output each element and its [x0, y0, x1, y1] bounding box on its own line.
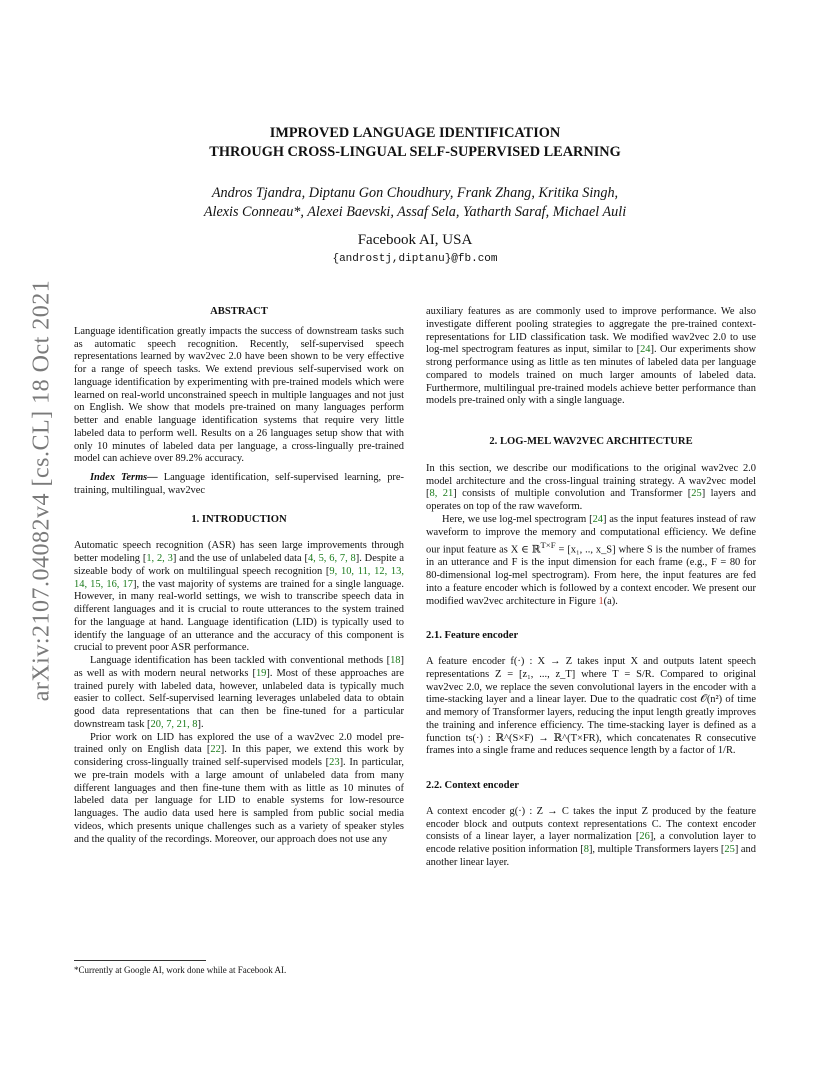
citation-link[interactable]: 18 [390, 655, 401, 666]
paper-header [74, 124, 756, 265]
citation-link[interactable]: 1, 2, 3 [146, 553, 173, 564]
text-run: ]. Despite a sizeable body of work on multilingual speech recognition [ [74, 553, 405, 577]
index-terms-label: Index Terms— [90, 472, 158, 483]
text-run: ] consists of multiple convolution and Transformer [ [453, 488, 692, 500]
footnote-divider [74, 960, 206, 961]
index-terms [74, 472, 404, 498]
subsection-2-1-heading: 2.1. Feature encoder [426, 630, 519, 642]
citation-link[interactable]: 25 [724, 844, 735, 856]
right-column [426, 306, 756, 870]
title-line-2: THROUGH CROSS-LINGUAL SELF-SUPERVISED LEARNING [209, 143, 621, 160]
citation-link[interactable]: 4, 5, 6, 7, 8 [307, 553, 356, 564]
section-2-heading: 2. LOG-MEL WAV2VEC ARCHITECTURE [489, 436, 693, 447]
text-run: ]. Our experiments show strong performance using as little as ten minutes of labeled data per language compared to models trained on much larger amounts of labeled data. Furthermore, multilingual pre-trained models achieve better performance than models pre-trained only with a single language. [426, 344, 756, 407]
text-run: ] and the use of unlabeled data [ [172, 553, 308, 564]
intro-paragraph-1 [74, 540, 404, 655]
text-run: ]. [197, 718, 204, 730]
text-run: ]. Most of these approaches are trained purely with labeled data, however, unlabeled data is typically much easier to collect. Self-supervised learning leverages unlabeled data to obtain good data representations that can then be fine-tuned for a particular downstream task [ [74, 667, 404, 730]
affiliation: Facebook AI, USA [357, 232, 473, 248]
citation-link[interactable]: 22 [210, 744, 221, 756]
section-2-paragraph-1 [426, 463, 756, 514]
section-2-paragraph-2 [426, 514, 756, 609]
citation-link[interactable]: 8 [583, 844, 589, 856]
text-run: ] layers and operates on top of the raw waveform. [426, 488, 757, 512]
author-email: {androstj,diptanu}@fb.com [332, 253, 498, 265]
text-run: ], a convolution layer to encode relative position information [ [426, 831, 756, 856]
text-run: Automatic speech recognition (ASR) has seen large improvements through better modeling [ [74, 540, 404, 564]
paper-title [74, 124, 756, 161]
arxiv-identifier: arXiv:2107.04082v4 [cs.CL] 18 Oct 2021 [28, 279, 55, 701]
intro-paragraph-2 [74, 655, 404, 732]
footnote: *Currently at Google AI, work done while at Facebook AI. [74, 965, 287, 975]
citation-link[interactable]: 20, 7, 21, 8 [150, 718, 198, 730]
citation-link[interactable]: 19 [255, 667, 267, 679]
text-run: ], the vast majority of systems are trained for a single language. However, in many real-world settings, we wish to transcribe speech data in different languages and it is crucial to route utterances to the system trained for the language at hand. Language identification (LID) is typically used to identify the language of an utterance and the accuracy of this component is crucial to prevent poor ASR performance. [74, 578, 404, 654]
text-run: ] as the input features instead of raw waveform to improve the memory and computational efficiency. We define our input feature as X ∈ ℝ [426, 513, 756, 556]
text-run: ] and another linear layer. [426, 844, 756, 868]
citation-link[interactable]: 23 [329, 757, 340, 768]
index-terms-text: Language identification, self-supervised learning, pre-training, multilingual, wav2vec [74, 472, 404, 496]
abstract-text: Language identification greatly impacts the success of downstream tasks such as automatic speech recognition. Recently, self-supervised speech representations learned by wav2vec 2.0 have been shown to be very effective for a range of speech tasks. We extend previous self-supervised work on language identification by experimenting with pre-trained models which were learned on real-world unconstrained speech in multiple languages and not just on English. We show that models pre-trained on many languages perform better and enable language identification systems that require very little labeled data to perform well. Results on a 26 languages setup show that with only 10 minutes of labeled data per language, a cross-lingually pre-trained model can achieve over 89.2% accuracy. [74, 325, 404, 465]
text-run: ], multiple Transformers layers [ [588, 844, 725, 856]
author-list [74, 184, 756, 221]
text-run: Here, we use log-mel spectrogram [ [442, 513, 593, 525]
citation-link[interactable]: 25 [691, 488, 702, 500]
text-run: (a). [603, 595, 618, 607]
subsection-2-2-text [426, 806, 756, 870]
authors-line-1: Andros Tjandra, Diptanu Gon Choudhury, Frank Zhang, Kritika Singh, [211, 185, 619, 201]
intro-continuation [426, 306, 756, 408]
citation-link[interactable]: 8, 21 [429, 488, 454, 500]
figure-link[interactable]: 1 [598, 595, 604, 607]
text-run: auxiliary features as are commonly used to improve performance. We also investigate different pooling strategies to aggregate the pre-trained context-representations for LID classification task. We modified wav2vec 2.0 to use log-mel spectrogram features as input, similar to [ [426, 306, 756, 356]
intro-paragraph-3 [74, 732, 404, 847]
text-run: Language identification has been tackled with conventional methods [ [90, 655, 391, 666]
text-run: ]. In particular, we pre-train models with a large amount of unlabeled data from many different languages and then fine-tune them with as little as 10 minutes of labeled data per language for LID to enable systems for low-resource languages. The audio data used here is sampled from public social media videos, which presents unique challenges such as a variety of speaker styles and the quality of the recordings. Moreover, our approach does not use any [74, 757, 404, 845]
subsection-2-1-text: A feature encoder f(·) : X → Z takes input X and outputs latent speech representations Z = [z₁, ..., z_T] where T = S/R. Compared to original wav2vec 2.0, we replace the seven convolutional layers in the encoder with a time-stacking layer and a linear layer. Due to the quadratic cost 𝒪(n²) of time and memory of Transformer layers, reducing the input length greatly improves the training and inference efficiency. The time-stacking layer is defined as a function ts(·) : ℝ^(S×F) → ℝ^(T×FR), which concatenates R consecutive frames into a single frame and reduces sequence length by a factor of 1/R. [426, 656, 756, 757]
text-run: = [x₁, .., x_S] where S is the number of frames in an utterance and F is the input dimension for each frame (e.g., F = 80 for 80-dimensional log-mel spectrogram). From here, the input features are fed into a feature encoder which is followed by a context encoder. We present our modified wav2vec architecture in Figure [426, 544, 756, 607]
text-run: Prior work on LID has explored the use of a wav2vec 2.0 model pre-trained only on English data [ [74, 731, 404, 756]
authors-line-2: Alexis Conneau*, Alexei Baevski, Assaf Sela, Yatharth Saraf, Michael Auli [203, 203, 627, 220]
citation-link[interactable]: 24 [592, 513, 603, 525]
text-run: ]. In this paper, we extend this work by considering cross-lingually trained self-supervised models [ [74, 744, 404, 768]
citation-link[interactable]: 9, 10, 11, 12, 13, 14, 15, 16, 17 [74, 565, 404, 590]
title-line-1: IMPROVED LANGUAGE IDENTIFICATION [269, 125, 561, 141]
left-column [74, 306, 404, 846]
citation-link[interactable]: 26 [639, 831, 650, 843]
arxiv-sidebar [26, 280, 58, 700]
intro-heading: 1. INTRODUCTION [191, 513, 287, 525]
text-run: A context encoder g(·) : Z → C takes the input Z produced by the feature encoder block and outputs context representations C. The context encoder consists of a linear layer, a layer normalization [ [426, 805, 756, 843]
abstract-heading: ABSTRACT [210, 306, 268, 317]
text-run: In this section, we describe our modifications to the original wav2vec 2.0 model architecture and the cross-lingual training strategy. A wav2vec model [ [426, 462, 756, 500]
subsection-2-2-heading: 2.2. Context encoder [426, 780, 519, 792]
citation-link[interactable]: 24 [640, 344, 651, 356]
math-superscript: T×F [540, 540, 556, 551]
text-run: ] as well as with modern neural networks [ [74, 655, 404, 679]
